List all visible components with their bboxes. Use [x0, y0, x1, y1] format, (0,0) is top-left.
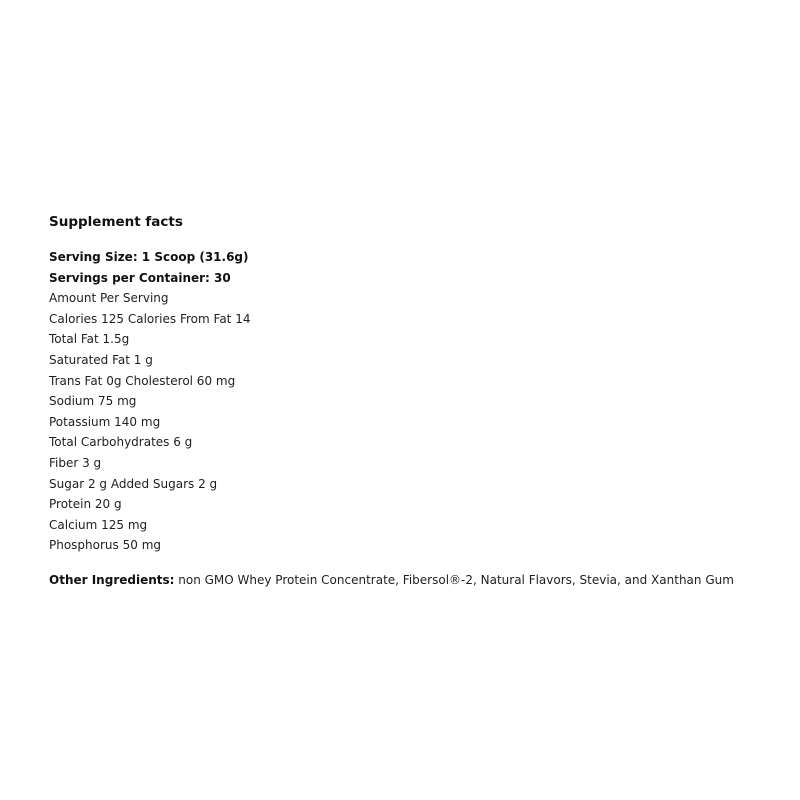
serving-size: Serving Size: 1 Scoop (31.6g)	[49, 250, 249, 264]
nutrient-calcium: Calcium 125 mg	[49, 517, 148, 532]
nutrient-potassium: Potassium 140 mg	[49, 414, 161, 429]
other-ingredients	[49, 571, 789, 589]
nutrient-phosphorus: Phosphorus 50 mg	[49, 538, 161, 553]
nutrient-sodium: Sodium 75 mg	[49, 394, 137, 409]
servings-per-container: Servings per Container: 30	[49, 270, 231, 285]
supplement-facts-title: Supplement facts	[49, 214, 183, 230]
nutrient-protein: Protein 20 g	[49, 497, 122, 512]
amount-per-serving: Amount Per Serving	[49, 291, 169, 306]
nutrient-fiber: Fiber 3 g	[49, 455, 102, 470]
other-ingredients-text: non GMO Whey Protein Concentrate, Fibersol®-2, Natural Flavors, Stevia, and Xanthan Gum	[174, 572, 734, 587]
nutrient-saturated-fat: Saturated Fat 1 g	[49, 352, 153, 367]
supplement-facts-panel	[49, 212, 789, 589]
other-ingredients-label: Other Ingredients:	[49, 572, 175, 587]
nutrient-total-fat: Total Fat 1.5g	[49, 332, 130, 347]
nutrient-sugar: Sugar 2 g Added Sugars 2 g	[49, 476, 218, 491]
nutrient-total-carbohydrates: Total Carbohydrates 6 g	[49, 435, 193, 450]
nutrient-calories: Calories 125 Calories From Fat 14	[49, 311, 251, 326]
nutrient-trans-fat-cholesterol: Trans Fat 0g Cholesterol 60 mg	[49, 373, 236, 388]
